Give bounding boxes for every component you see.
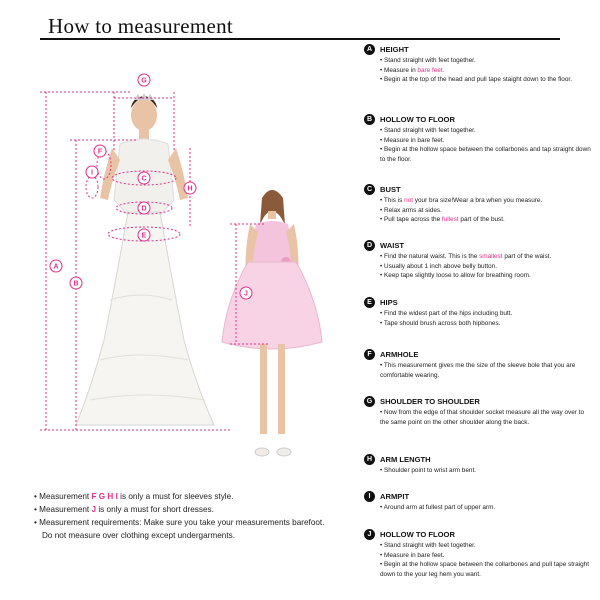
instruction-line (380, 75, 594, 85)
instruction-text: • Pull tape across the (380, 216, 442, 224)
instruction-line (380, 319, 594, 329)
section-lines (380, 126, 594, 164)
section-f (364, 348, 594, 380)
instruction-text: • This is (380, 197, 405, 204)
section-title: HEIGHT (380, 44, 409, 54)
note-text: is only a must for short dresses. (96, 505, 214, 514)
note-highlight: F G H I (91, 492, 118, 501)
note-sleeves (34, 490, 354, 503)
section-header (364, 348, 594, 360)
note-short-dresses (34, 503, 354, 516)
instruction-text: part of the bust. (458, 216, 505, 224)
label-f (94, 145, 106, 157)
section-lines (380, 309, 594, 328)
svg-text:F: F (97, 148, 103, 156)
section-title: HOLLOW TO FLOOR (380, 529, 455, 539)
measurement-notes (34, 490, 354, 542)
svg-text:G: G (141, 77, 147, 85)
page-title: How to measurement (48, 14, 234, 38)
instruction-line (380, 215, 594, 225)
instruction-line (380, 262, 594, 272)
section-header (364, 43, 594, 55)
section-a (364, 43, 594, 85)
instruction-line (380, 560, 594, 579)
section-badge: J (364, 529, 375, 540)
note-text: • Measurement (34, 492, 92, 501)
instruction-line (380, 136, 594, 146)
instruction-text: • This measurement gives me the size of the sleeve bole that you are comfortable wearing. (380, 362, 576, 379)
section-j (364, 528, 594, 579)
instruction-line (380, 196, 594, 206)
section-lines (380, 408, 594, 427)
section-lines (380, 503, 594, 513)
section-badge: D (364, 240, 375, 251)
instruction-line (380, 126, 594, 136)
label-h (184, 182, 196, 194)
note-text: • Measurement (34, 505, 92, 514)
section-d (364, 239, 594, 281)
label-j (240, 287, 252, 299)
note-requirements: • Measurement requirements: Make sure you take your measurements barefoot. (34, 518, 325, 527)
svg-text:I: I (91, 169, 93, 177)
note-highlight: J (91, 505, 97, 514)
instruction-text: • Stand straight with feet together. (380, 127, 476, 134)
instruction-text: • Find the natural waist. This is the (380, 253, 480, 260)
pink-dress-figure (222, 190, 322, 456)
section-badge: I (364, 491, 375, 502)
section-lines (380, 196, 594, 225)
svg-text:A: A (53, 263, 59, 271)
section-title: ARM LENGTH (380, 454, 431, 464)
instruction-text: • Around arm at fullest part of upper arm. (380, 504, 496, 511)
section-i (364, 490, 594, 513)
instruction-text: • Keep tape slightly loose to allow for breathing room. (380, 272, 531, 280)
instruction-text: • Measure in (380, 66, 418, 74)
instruction-line (380, 56, 594, 66)
section-title: SHOULDER TO SHOULDER (380, 396, 480, 406)
label-d (138, 202, 150, 214)
instruction-text: • Stand straight with feet together. (380, 57, 476, 64)
section-g (364, 395, 594, 427)
svg-text:J: J (244, 290, 248, 298)
section-e (364, 296, 594, 328)
instruction-text: • Measure in bare feet. (380, 551, 445, 559)
instruction-line (380, 408, 594, 427)
section-title: ARMPIT (380, 491, 410, 501)
instruction-text: • Relax arms at sides. (380, 206, 442, 214)
section-badge: A (364, 44, 375, 55)
section-header (364, 296, 594, 308)
section-header (364, 490, 594, 502)
instruction-line (380, 252, 594, 262)
label-c (138, 172, 150, 184)
label-g (138, 74, 150, 86)
section-header (364, 239, 594, 251)
section-lines (380, 541, 594, 579)
instruction-text: • Begin at the hollow space between the collarbones and tap straight down to the floor. (380, 146, 591, 163)
instruction-highlight: fullest (441, 216, 459, 224)
section-lines (380, 361, 594, 380)
instruction-text: • Begin at the hollow space between the collarbones and pull tape straight down to the your leg hem you want. (380, 561, 590, 578)
instruction-text: part of the waist. (502, 253, 552, 260)
instruction-highlight: not (404, 197, 414, 204)
instruction-line (380, 551, 594, 561)
section-title: ARMHOLE (380, 349, 419, 359)
instruction-text: • Find the widest part of the hips including butt. (380, 310, 513, 317)
instruction-line (380, 206, 594, 216)
instruction-line (380, 145, 594, 164)
section-lines (380, 252, 594, 281)
instruction-line (380, 503, 594, 513)
note-text: is only a must for sleeves style. (117, 492, 234, 501)
section-badge: E (364, 297, 375, 308)
section-header (364, 183, 594, 195)
bride-figure (76, 93, 214, 425)
instruction-line (380, 271, 594, 281)
instruction-text: your bra size!Wear a bra when you measure. (413, 197, 543, 204)
section-c (364, 183, 594, 225)
section-title: WAIST (380, 240, 405, 250)
section-lines (380, 56, 594, 85)
instruction-line (380, 309, 594, 319)
section-header (364, 113, 594, 125)
section-header (364, 453, 594, 465)
section-lines (380, 466, 594, 476)
instruction-text: • Measure in bare feet. (380, 136, 445, 144)
instruction-line (380, 66, 594, 76)
label-e (138, 229, 150, 241)
label-i (86, 166, 98, 178)
svg-text:B: B (73, 280, 79, 288)
section-title: BUST (380, 184, 401, 194)
instruction-text: • Begin at the top of the head and pull tape staight down to the floor. (380, 76, 572, 84)
svg-text:D: D (141, 205, 147, 213)
instruction-highlight: bare feet. (417, 66, 445, 74)
instruction-highlight: smallest (479, 253, 503, 260)
section-h (364, 453, 594, 476)
section-title: HOLLOW TO FLOOR (380, 114, 455, 124)
section-badge: C (364, 184, 375, 195)
instruction-text: • Tape should brush across both hipbones. (380, 319, 501, 327)
section-b (364, 113, 594, 164)
svg-text:H: H (187, 185, 193, 193)
instruction-text: • Usually about 1 inch above belly button. (380, 262, 497, 270)
section-title: HIPS (380, 297, 398, 307)
svg-text:C: C (141, 175, 147, 183)
instruction-line (380, 541, 594, 551)
section-badge: G (364, 396, 375, 407)
section-badge: F (364, 349, 375, 360)
instruction-text: • Shoulder point to wrist arm bent. (380, 467, 477, 474)
section-badge: H (364, 454, 375, 465)
instruction-text: • Stand straight with feet together. (380, 542, 476, 549)
note-clothing: Do not measure over clothing except undergarments. (42, 531, 235, 540)
label-a (50, 260, 62, 272)
section-header (364, 395, 594, 407)
svg-text:E: E (141, 232, 147, 240)
label-b (70, 277, 82, 289)
section-header (364, 528, 594, 540)
instruction-line (380, 361, 594, 380)
instruction-line (380, 466, 594, 476)
instruction-text: • Now from the edge of that shoulder socket measure all the way over to the same point on the other shoulder along the back. (380, 409, 585, 426)
section-badge: B (364, 114, 375, 125)
